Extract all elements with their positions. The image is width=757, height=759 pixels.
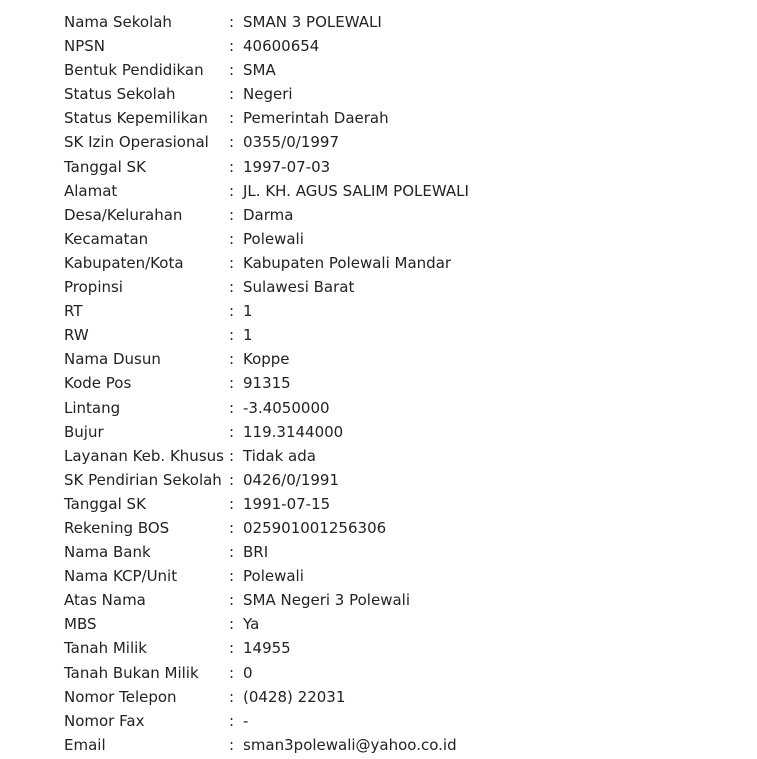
table-row (64, 347, 469, 371)
row-label: Nomor Fax (64, 711, 145, 730)
table-row (64, 612, 469, 636)
table-row (64, 371, 469, 395)
row-separator: : (229, 711, 235, 730)
row-value: 1991-07-15 (243, 494, 331, 513)
table-row (64, 420, 469, 444)
row-separator: : (229, 374, 235, 393)
row-label: Tanggal SK (64, 157, 146, 176)
row-separator: : (229, 181, 235, 200)
row-separator: : (229, 133, 235, 152)
row-label: RT (64, 302, 83, 321)
row-separator: : (229, 229, 235, 248)
row-label: Nama Sekolah (64, 13, 172, 31)
row-separator: : (229, 591, 235, 610)
row-separator: : (229, 518, 235, 537)
table-row (64, 396, 469, 420)
row-label: Nama KCP/Unit (64, 567, 178, 586)
row-separator: : (229, 253, 235, 272)
row-value: 0355/0/1997 (243, 133, 339, 152)
row-separator: : (229, 615, 235, 634)
table-row (64, 58, 469, 82)
row-value: SMAN 3 POLEWALI (243, 13, 382, 31)
row-separator: : (229, 326, 235, 345)
table-row (64, 444, 469, 468)
table-row (64, 251, 469, 275)
row-label: Propinsi (64, 278, 123, 297)
row-value: Koppe (243, 350, 290, 369)
row-label: Kode Pos (64, 374, 132, 393)
row-value: JL. KH. AGUS SALIM POLEWALI (243, 181, 469, 200)
row-label: Email (64, 735, 106, 754)
table-row (64, 299, 469, 323)
row-value: sman3polewali@yahoo.co.id (243, 735, 457, 754)
table-row (64, 733, 469, 757)
row-value: Negeri (243, 85, 293, 104)
row-value: 1997-07-03 (243, 157, 331, 176)
row-separator: : (229, 735, 235, 754)
row-label: Status Sekolah (64, 85, 176, 104)
row-label: Atas Nama (64, 591, 146, 610)
row-value: Kabupaten Polewali Mandar (243, 253, 452, 272)
row-separator: : (229, 350, 235, 369)
row-separator: : (229, 470, 235, 489)
table-row (64, 588, 469, 612)
table-row (64, 179, 469, 203)
row-separator: : (229, 109, 235, 128)
row-label: SK Izin Operasional (64, 133, 209, 152)
table-row (64, 468, 469, 492)
table-row (64, 275, 469, 299)
row-value: Darma (243, 205, 294, 224)
row-value: Polewali (243, 567, 304, 586)
row-separator: : (229, 543, 235, 562)
table-row (64, 34, 469, 58)
row-value: BRI (243, 543, 269, 562)
row-label: Kabupaten/Kota (64, 253, 184, 272)
row-value: Polewali (243, 229, 304, 248)
row-label: Desa/Kelurahan (64, 205, 183, 224)
row-label: SK Pendirian Sekolah (64, 470, 222, 489)
row-separator: : (229, 446, 235, 465)
row-value: Pemerintah Daerah (243, 109, 389, 128)
row-value: SMA (243, 61, 276, 80)
row-value: 1 (243, 302, 253, 321)
row-label: Layanan Keb. Khusus (64, 446, 224, 465)
row-separator: : (229, 663, 235, 682)
table-row (64, 130, 469, 154)
row-label: Nomor Telepon (64, 687, 177, 706)
row-value: Ya (243, 615, 260, 634)
row-value: 0 (243, 663, 253, 682)
school-info-table (64, 10, 469, 757)
table-row (64, 10, 469, 34)
row-separator: : (229, 205, 235, 224)
table-row (64, 540, 469, 564)
row-separator: : (229, 639, 235, 658)
row-label: Tanah Bukan Milik (64, 663, 199, 682)
row-label: Kecamatan (64, 229, 149, 248)
school-info-rows (64, 10, 469, 757)
row-label: Bentuk Pendidikan (64, 61, 204, 80)
table-row (64, 516, 469, 540)
row-value: Sulawesi Barat (243, 278, 355, 297)
row-label: RW (64, 326, 89, 345)
row-label: Nama Bank (64, 543, 151, 562)
row-separator: : (229, 157, 235, 176)
row-value: SMA Negeri 3 Polewali (243, 591, 410, 610)
row-label: Rekening BOS (64, 518, 170, 537)
row-value: 91315 (243, 374, 291, 393)
table-row (64, 661, 469, 685)
row-separator: : (229, 398, 235, 417)
table-row (64, 685, 469, 709)
row-label: Status Kepemilikan (64, 109, 208, 128)
table-row (64, 227, 469, 251)
row-separator: : (229, 37, 235, 56)
row-label: Tanggal SK (64, 494, 146, 513)
row-label: Lintang (64, 398, 121, 417)
row-separator: : (229, 422, 235, 441)
row-separator: : (229, 85, 235, 104)
row-label: Bujur (64, 422, 104, 441)
table-row (64, 203, 469, 227)
row-label: Nama Dusun (64, 350, 161, 369)
row-separator: : (229, 278, 235, 297)
row-value: 1 (243, 326, 253, 345)
table-row (64, 709, 469, 733)
row-value: Tidak ada (243, 446, 316, 465)
row-value: 14955 (243, 639, 291, 658)
row-label: Alamat (64, 181, 118, 200)
row-separator: : (229, 302, 235, 321)
table-row (64, 323, 469, 347)
table-row (64, 155, 469, 179)
table-row (64, 564, 469, 588)
row-separator: : (229, 567, 235, 586)
row-separator: : (229, 494, 235, 513)
row-label: NPSN (64, 37, 106, 56)
row-separator: : (229, 687, 235, 706)
table-row (64, 636, 469, 660)
row-value: 025901001256306 (243, 518, 387, 537)
row-value: 119.3144000 (243, 422, 344, 441)
row-value: 0426/0/1991 (243, 470, 339, 489)
row-value: (0428) 22031 (243, 687, 346, 706)
row-value: -3.4050000 (243, 398, 330, 417)
row-value: 40600654 (243, 37, 320, 56)
table-row (64, 492, 469, 516)
row-label: Tanah Milik (64, 639, 147, 658)
row-separator: : (229, 61, 235, 80)
row-label: MBS (64, 615, 97, 634)
row-value: - (243, 711, 249, 730)
table-row (64, 106, 469, 130)
row-separator: : (229, 13, 235, 31)
table-row (64, 82, 469, 106)
